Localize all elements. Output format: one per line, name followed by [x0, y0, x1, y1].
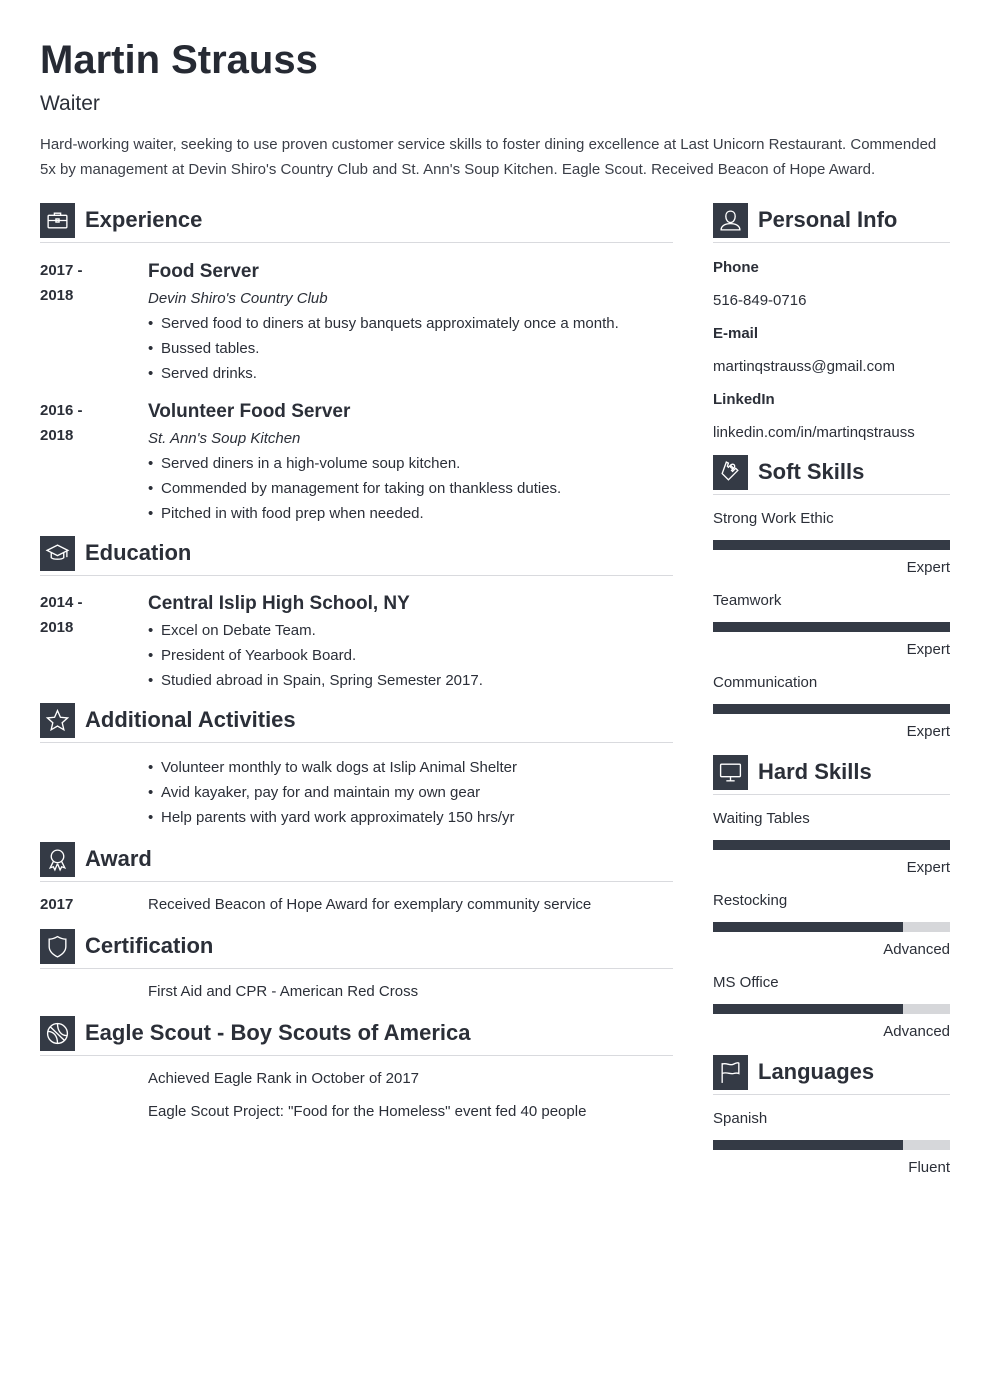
list-item: • Pitched in with food prep when needed. — [148, 501, 673, 526]
language-bar-fill — [713, 1140, 903, 1150]
list-item: • Avid kayaker, pay for and maintain my own gear — [148, 780, 673, 805]
skill-item — [713, 809, 950, 878]
language-item — [713, 1109, 950, 1178]
skill-item — [713, 973, 950, 1042]
job-role: Volunteer Food Server — [148, 401, 351, 422]
section-title: Additional Activities — [85, 707, 296, 732]
linkedin-label: LinkedIn — [713, 391, 775, 408]
list-item: • Served food to diners at busy banquets approximately once a month. — [148, 311, 673, 336]
eagle-scout-line: Achieved Eagle Rank in October of 2017 — [148, 1070, 420, 1087]
skill-bar-fill — [713, 540, 950, 550]
section-header-education — [40, 536, 673, 576]
email-value: martinqstrauss@gmail.com — [713, 358, 895, 375]
skill-bar — [713, 704, 950, 714]
eagle-scout-line: Eagle Scout Project: "Food for the Homeless" event fed 40 people — [148, 1103, 587, 1120]
job-org: Devin Shiro's Country Club — [148, 290, 328, 307]
left-column — [40, 203, 673, 1124]
award-entry — [40, 892, 673, 917]
skill-bar — [713, 1004, 950, 1014]
job-title: Waiter — [40, 92, 100, 115]
activities-entry — [40, 755, 673, 830]
email-label: E-mail — [713, 325, 759, 342]
skill-bar — [713, 922, 950, 932]
puzzle-hand-icon — [713, 455, 748, 490]
skill-level: Expert — [906, 641, 950, 658]
graduation-cap-icon — [40, 536, 75, 571]
skill-level: Expert — [906, 559, 950, 576]
flag-icon — [713, 1055, 748, 1090]
skill-bar-fill — [713, 840, 950, 850]
skill-item — [713, 591, 950, 660]
section-header-hard-skills — [713, 755, 950, 795]
skill-item — [713, 891, 950, 960]
skill-bar — [713, 622, 950, 632]
monitor-icon — [713, 755, 748, 790]
skill-level: Advanced — [883, 1023, 950, 1040]
skill-level: Advanced — [883, 941, 950, 958]
phone-label: Phone — [713, 259, 759, 276]
activities-bullets — [148, 755, 673, 830]
education-entry — [40, 590, 673, 693]
award-ribbon-icon — [40, 842, 75, 877]
skill-level: Expert — [906, 859, 950, 876]
shield-icon — [40, 929, 75, 964]
section-title: Award — [85, 846, 152, 871]
section-title: Soft Skills — [758, 459, 865, 484]
section-title: Education — [85, 540, 192, 565]
summary: Hard-working waiter, seeking to use proven customer service skills to foster dining excellence at Last Unicorn Restaurant. Commended 5x by management at Devin Shiro's Country Club and St. Ann's Soup Kitchen. Eagle Scout. Received Beacon of Hope Award. — [40, 136, 937, 178]
section-title: Experience — [85, 207, 203, 232]
job-role: Food Server — [148, 261, 259, 282]
skill-name: MS Office — [713, 974, 779, 991]
section-header-personal-info — [713, 203, 950, 243]
ball-icon — [40, 1016, 75, 1051]
language-name: Spanish — [713, 1110, 768, 1127]
section-header-soft-skills — [713, 455, 950, 495]
skill-level: Expert — [906, 723, 950, 740]
section-header-eagle-scout — [40, 1016, 673, 1056]
skill-bar-fill — [713, 622, 950, 632]
skill-name: Restocking — [713, 892, 788, 909]
person-icon — [713, 203, 748, 238]
job-dates: 2017 - 2018 — [40, 262, 83, 304]
section-header-activities — [40, 703, 673, 743]
certification-text: First Aid and CPR - American Red Cross — [148, 983, 419, 1000]
eagle-scout-entry — [40, 1066, 673, 1124]
list-item: • Commended by management for taking on thankless duties. — [148, 476, 673, 501]
list-item: • President of Yearbook Board. — [148, 643, 673, 668]
job-entry — [40, 258, 673, 386]
candidate-name: Martin Strauss — [40, 38, 318, 82]
star-icon — [40, 703, 75, 738]
language-level: Fluent — [908, 1159, 950, 1176]
section-title: Languages — [758, 1059, 875, 1084]
list-item: • Served drinks. — [148, 361, 673, 386]
skill-item — [713, 509, 950, 578]
award-date: 2017 — [40, 896, 74, 913]
skill-name: Communication — [713, 674, 818, 691]
right-column — [713, 203, 950, 1178]
section-header-experience — [40, 203, 673, 243]
skill-bar-fill — [713, 704, 950, 714]
education-bullets — [148, 618, 673, 693]
briefcase-icon — [40, 203, 75, 238]
section-header-award — [40, 842, 673, 882]
skill-bar — [713, 540, 950, 550]
languages-list — [713, 1109, 950, 1178]
skill-bar-fill — [713, 922, 903, 932]
job-entry — [40, 398, 673, 526]
section-header-languages — [713, 1055, 950, 1095]
skill-bar-fill — [713, 1004, 903, 1014]
phone-value: 516-849-0716 — [713, 292, 807, 309]
school-name: Central Islip High School, NY — [148, 593, 410, 614]
list-item: • Volunteer monthly to walk dogs at Islip Animal Shelter — [148, 755, 673, 780]
skill-name: Teamwork — [713, 592, 782, 609]
list-item: • Bussed tables. — [148, 336, 673, 361]
skill-name: Waiting Tables — [713, 810, 810, 827]
section-title: Certification — [85, 933, 214, 958]
section-header-certification — [40, 929, 673, 969]
list-item: • Help parents with yard work approximately 150 hrs/yr — [148, 805, 673, 830]
certification-entry — [40, 979, 673, 1004]
job-bullets — [148, 451, 673, 526]
hard-skills-list — [713, 809, 950, 1042]
soft-skills-list — [713, 509, 950, 742]
personal-info-list — [713, 255, 950, 445]
section-title: Personal Info — [758, 207, 898, 232]
section-title: Eagle Scout - Boy Scouts of America — [85, 1020, 471, 1045]
job-org: St. Ann's Soup Kitchen — [148, 430, 301, 447]
job-dates: 2016 - 2018 — [40, 402, 83, 444]
linkedin-value: linkedin.com/in/martinqstrauss — [713, 424, 915, 441]
section-title: Hard Skills — [758, 759, 872, 784]
award-text: Received Beacon of Hope Award for exemplary community service — [148, 896, 592, 913]
list-item: • Served diners in a high-volume soup kitchen. — [148, 451, 673, 476]
skill-item — [713, 673, 950, 742]
list-item: • Studied abroad in Spain, Spring Semester 2017. — [148, 668, 673, 693]
skill-bar — [713, 840, 950, 850]
list-item: • Excel on Debate Team. — [148, 618, 673, 643]
education-dates: 2014 - 2018 — [40, 594, 83, 636]
language-bar — [713, 1140, 950, 1150]
job-bullets — [148, 311, 673, 386]
skill-name: Strong Work Ethic — [713, 510, 834, 527]
